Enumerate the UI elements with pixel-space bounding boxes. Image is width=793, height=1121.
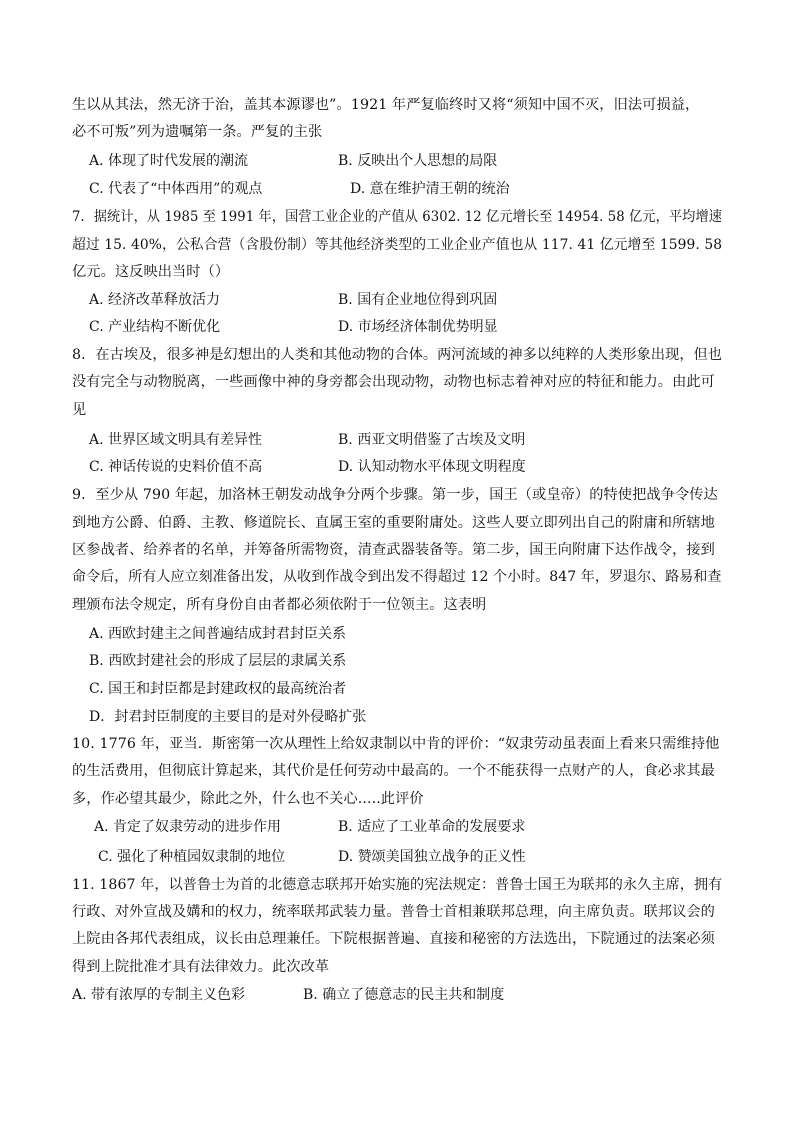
q6-option-a: A. 体现了时代发展的潮流: [89, 153, 249, 169]
q9-option-c: C. 国王和封臣都是封建政权的最高统治者: [89, 681, 347, 697]
q11-option-a: A. 带有浓厚的专制主义色彩: [72, 987, 246, 1003]
q7-stem-line-1: 7．据统计，从 1985 至 1991 年，国营工业企业的产值从 6302. 12 亿元增长至 14954. 58 亿元，平均增速: [72, 209, 723, 225]
q9-stem-line-4: 命令后，所有人应立刻准备出发，从收到作战令到出发不得超过 12 个小时。847 年，罗退尔、路易和查: [72, 569, 722, 585]
q7-stem-line-2: 超过 15. 40%，公私合营（含股份制）等其他经济类型的工业企业产值也从 117. 41 亿元增至 1599. 58: [72, 237, 723, 253]
q9-option-a: A. 西欧封建主之间普遍结成封君封臣关系: [89, 626, 347, 642]
q9-stem-line-2: 到地方公爵、伯爵、主教、修道院长、直属王室的重要附庸处。这些人要立即列出自己的附庸和所辖地: [72, 515, 715, 531]
q8-option-a: A. 世界区域文明具有差异性: [89, 432, 263, 448]
q9-option-b: B. 西欧封建社会的形成了层层的隶属关系: [89, 653, 347, 669]
q10-stem-line-3: 多，作必望其最少，除此之外，什么也不关心.....此评价: [72, 791, 424, 807]
q8-stem-line-2: 没有完全与动物脱离，一些画像中神的身旁都会出现动物，动物也标志着神对应的特征和能力。由此可: [72, 374, 715, 390]
q7-option-b: B. 国有企业地位得到巩固: [338, 292, 498, 308]
q8-stem-line-1: 8．在古埃及，很多神是幻想出的人类和其他动物的合体。两河流域的神多以纯粹的人类形象出现，但也: [72, 347, 723, 363]
q7-option-a: A. 经济改革释放活力: [89, 292, 221, 308]
q9-stem-line-3: 区参战者、给养者的名单，并筹备所需物资，清查武器装备等。第二步，国王向附庸下达作战令，接到: [72, 542, 715, 558]
q6-option-b: B. 反映出个人思想的局限: [338, 153, 498, 169]
q9-option-d: D．封君封臣制度的主要目的是对外侵略扩张: [89, 709, 367, 725]
q11-option-b: B. 确立了德意志的民主共和制度: [303, 987, 505, 1003]
q11-stem-line-3: 上院由各邦代表组成，议长由总理兼任。下院根据普遍、直接和秘密的方法选出，下院通过的法案必须: [72, 931, 715, 947]
q7-option-c: C. 产业结构不断优化: [89, 319, 221, 335]
q9-stem-line-5: 理颁布法令规定，所有身份自由者都必须依附于一位领主。这表明: [72, 597, 487, 613]
q8-option-d: D. 认知动物水平体现文明程度: [338, 459, 526, 475]
q8-option-b: B. 西亚文明借鉴了古埃及文明: [338, 432, 526, 448]
q6-option-c: C. 代表了“中体西用”的观点: [89, 181, 263, 197]
q11-stem-line-2: 行政、对外宣战及媾和的权力，统率联邦武装力量。普鲁士首相兼联邦总理，向主席负责。联邦议会的: [72, 904, 715, 920]
q9-stem-line-1: 9．至少从 790 年起，加洛林王朝发动战争分两个步骤。第一步，国王（或皇帝）的特使把战争令传达: [72, 487, 718, 503]
q10-option-d: D. 赞颂美国独立战争的正义性: [338, 849, 526, 865]
q7-option-d: D. 市场经济体制优势明显: [338, 319, 498, 335]
q6-stem-line-1: 生以从其法，然无济于治，盖其本源谬也”。1921 年严复临终时又将“须知中国不灭，旧法可损益，: [72, 97, 700, 113]
q10-option-a: A. 肯定了奴隶劳动的进步作用: [94, 819, 282, 835]
q10-stem-line-1: 10. 1776 年，亚当．斯密第一次从理性上给奴隶制以中肯的评价：“奴隶劳动虽表面上看来只需维持他: [72, 736, 720, 752]
q7-stem-line-3: 亿元。这反映出当时（）: [72, 264, 230, 280]
q10-option-c: C. 强化了种植园奴隶制的地位: [98, 849, 286, 865]
q6-option-d: D. 意在维护清王朝的统治: [350, 181, 510, 197]
q10-stem-line-2: 的生活费用，但彻底计算起来，其代价是任何劳动中最高的。一个不能获得一点财产的人，食必求其最: [72, 763, 715, 779]
q10-option-b: B. 适应了工业革命的发展要求: [338, 819, 526, 835]
q8-option-c: C. 神话传说的史料价值不高: [89, 459, 263, 475]
q11-stem-line-4: 得到上院批准才具有法律效力。此次改革: [72, 959, 330, 975]
q8-stem-line-3: 见: [72, 402, 87, 418]
q11-stem-line-1: 11. 1867 年，以普鲁士为首的北德意志联邦开始实施的宪法规定：普鲁士国王为联邦的永久主席，拥有: [72, 877, 723, 893]
q6-stem-line-2: 必不可叛”列为遗嘱第一条。严复的主张: [72, 124, 323, 140]
